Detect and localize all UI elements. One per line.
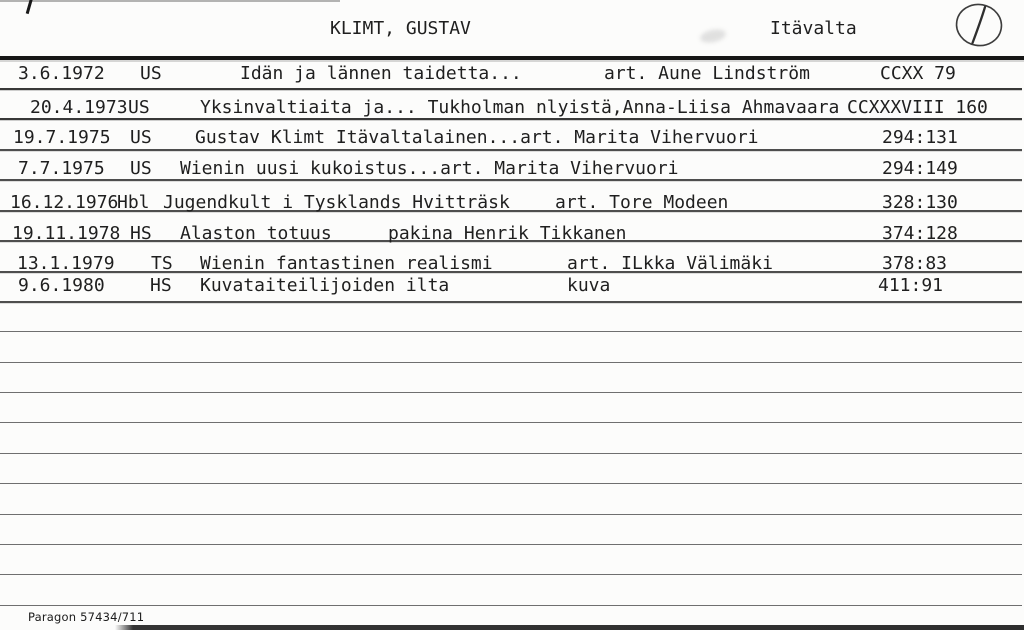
entry-credit: art. Aune Lindström — [604, 63, 810, 84]
entry-row — [0, 254, 1024, 274]
entry-title: Wienin uusi kukoistus...art. Marita Vihervuori — [180, 158, 679, 179]
entry-ref: 378:83 — [882, 253, 948, 274]
ruled-line — [0, 331, 1022, 332]
page-number-value — [1010, 0, 1011, 1]
entry-row — [0, 159, 1024, 179]
entry-title: Idän ja lännen taidetta... — [240, 63, 522, 84]
scan-edge-line — [0, 0, 340, 2]
card-manufacturer-label: Paragon 57434/711 — [28, 610, 145, 624]
ruled-line — [0, 483, 1022, 484]
entry-ref: 328:130 — [882, 192, 958, 213]
entry-source: HS — [130, 223, 152, 244]
entry-source: HS — [150, 275, 172, 296]
entry-row — [0, 193, 1024, 213]
ruled-line — [0, 544, 1022, 545]
ruled-line — [0, 574, 1022, 575]
entry-row — [0, 128, 1024, 148]
entry-ref: 374:128 — [882, 223, 958, 244]
entry-source: Hbl — [117, 192, 150, 213]
ruled-line — [0, 453, 1022, 454]
entry-date: 9.6.1980 — [18, 275, 105, 296]
entry-title: Kuvataiteilijoiden ilta — [200, 275, 450, 296]
entry-ref: 294:131 — [882, 127, 958, 148]
entry-date: 7.7.1975 — [18, 158, 105, 179]
entry-row — [0, 276, 1024, 296]
entry-credit: art. ILkka Välimäki — [567, 253, 773, 274]
entry-source: US — [130, 127, 152, 148]
entry-date: 20.4.1973 — [30, 97, 128, 118]
entry-source: US — [130, 158, 152, 179]
entry-title: Alaston totuus — [180, 223, 332, 244]
entry-date: 3.6.1972 — [18, 63, 105, 84]
ruled-line — [0, 118, 1022, 120]
country-label: Itävalta — [770, 18, 857, 39]
entry-title: Gustav Klimt Itävaltalainen...art. Marita Vihervuori — [195, 127, 759, 148]
entry-ref: 294:149 — [882, 158, 958, 179]
entry-row — [0, 224, 1024, 244]
artist-name: KLIMT, GUSTAV — [330, 18, 471, 39]
ruled-line — [0, 88, 1022, 90]
ruled-line — [0, 605, 1022, 606]
ruled-line — [0, 149, 1022, 151]
scan-bottom-edge — [115, 625, 1024, 630]
header-rule — [0, 56, 1024, 60]
entry-source: TS — [151, 253, 173, 274]
ruled-line — [0, 422, 1022, 423]
entry-date: 19.11.1978 — [12, 223, 121, 244]
scan-smudge — [699, 27, 727, 44]
page-number-circle — [948, 0, 1010, 52]
ruled-line — [0, 392, 1022, 393]
entry-date: 16.12.1976 — [10, 192, 119, 213]
entry-date: 13.1.1979 — [17, 253, 115, 274]
entry-row — [0, 64, 1024, 84]
entry-title: Yksinvaltiaita ja... Tukholman nlyistä,Anna-Liisa Ahmavaara — [200, 97, 840, 118]
scan-mark-icon — [26, 0, 34, 14]
entry-credit: pakina Henrik Tikkanen — [388, 223, 627, 244]
entry-title: Jugendkult i Tysklands Hvitträsk — [163, 192, 510, 213]
entry-title: Wienin fantastinen realismi — [200, 253, 493, 274]
ruled-line — [0, 301, 1022, 303]
ruled-line — [0, 179, 1022, 181]
entry-ref: CCXX 79 — [880, 63, 956, 84]
numeral-one-stroke — [973, 7, 986, 43]
ruled-line — [0, 514, 1022, 515]
entry-source: US — [140, 63, 162, 84]
entry-ref: 411:91 — [878, 275, 944, 296]
entry-source: US — [128, 97, 150, 118]
entry-credit: art. Tore Modeen — [555, 192, 729, 213]
entry-credit: kuva — [567, 275, 611, 296]
entry-ref: CCXXXVIII 160 — [847, 97, 988, 118]
entry-row — [0, 98, 1024, 118]
entry-date: 19.7.1975 — [13, 127, 111, 148]
ruled-line — [0, 362, 1022, 363]
